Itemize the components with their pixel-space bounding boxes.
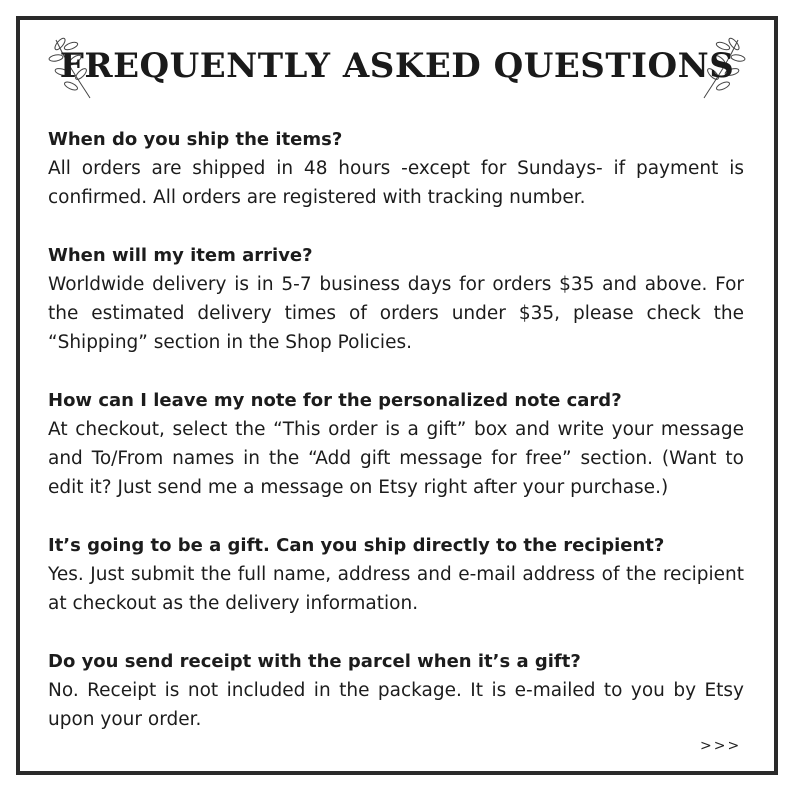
next-page-indicator: >>>	[700, 738, 742, 754]
faq-question: Do you send receipt with the parcel when it’s a gift?	[48, 651, 581, 672]
faq-question: When will my item arrive?	[48, 245, 313, 266]
faq-question: When do you ship the items?	[48, 129, 343, 150]
faq-item-arrival	[48, 241, 744, 357]
faq-item-shipping-time	[48, 125, 744, 212]
faq-question: How can I leave my note for the personalized note card?	[48, 390, 622, 411]
faq-item-gift-recipient	[48, 531, 744, 618]
faq-answer: At checkout, select the “This order is a gift” box and write your message and To/From names in the “Add gift message for free” section. (Want to edit it? Just send me a message on Etsy right after your purchase.)	[48, 419, 744, 498]
faq-item-receipt	[48, 647, 744, 734]
faq-answer: Yes. Just submit the full name, address and e-mail address of the recipient at checkout as the delivery information.	[48, 564, 744, 614]
faq-item-note-card	[48, 386, 744, 502]
faq-list	[48, 125, 744, 763]
faq-answer: Worldwide delivery is in 5-7 business days for orders $35 and above. For the estimated delivery times of orders under $35, please check the “Shipping” section in the Shop Policies.	[48, 274, 744, 353]
faq-answer: All orders are shipped in 48 hours -except for Sundays- if payment is confirmed. All orders are registered with tracking number.	[48, 158, 744, 208]
faq-question: It’s going to be a gift. Can you ship directly to the recipient?	[48, 535, 665, 556]
faq-answer: No. Receipt is not included in the package. It is e-mailed to you by Etsy upon your order.	[48, 680, 744, 730]
page-title: FREQUENTLY ASKED QUESTIONS	[59, 46, 735, 86]
